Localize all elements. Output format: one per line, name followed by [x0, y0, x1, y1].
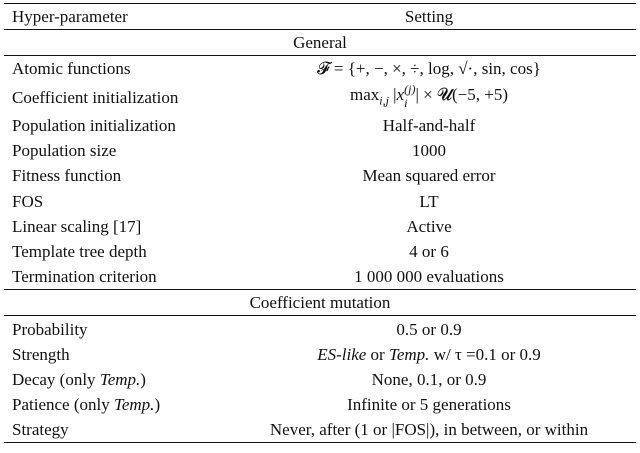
table-row [4, 56, 636, 82]
param-fos: FOS [12, 191, 44, 211]
temp-text: Temp. [388, 344, 430, 364]
param-atomic-functions: Atomic functions [4, 56, 222, 82]
setting-probability: 0.5 or 0.9 [222, 316, 636, 342]
header-setting: Setting [222, 4, 636, 30]
tau-text: w/ τ =0.1 or 0.9 [429, 344, 541, 364]
patience-close: ) [154, 395, 161, 415]
table-row [4, 189, 636, 214]
setting-patience: Infinite or 5 generations [347, 395, 511, 415]
x-superscript: (j) [404, 81, 416, 96]
table-row [4, 367, 636, 392]
or-text: or [366, 344, 389, 364]
max-subscript: i,j [379, 92, 389, 107]
table-row [4, 163, 636, 188]
es-like-text: ES-like [317, 344, 367, 364]
param-strength: Strength [12, 344, 70, 364]
section-title-general: General [4, 30, 636, 56]
param-probability: Probability [4, 316, 222, 342]
setting-population-size: 1000 [412, 141, 446, 161]
table-row [4, 316, 636, 342]
setting-template-tree-depth: 4 or 6 [409, 241, 449, 261]
table-row [4, 342, 636, 367]
max-operator: max [349, 84, 380, 104]
section-title-coefficient-mutation: Coefficient mutation [4, 290, 636, 316]
table-row [4, 214, 636, 239]
param-population-initialization: Population initialization [12, 116, 176, 136]
table-header-row [4, 4, 636, 30]
hyperparameter-table [4, 3, 636, 443]
decay-temp: Temp. [99, 369, 141, 389]
setting-coefficient-initialization: $\max_{i,j} |x$ (j) i | × 𝓤(−5, +5) [349, 81, 509, 110]
decay-close: ) [140, 369, 146, 389]
setting-fos: LT [419, 191, 439, 211]
param-strategy: Strategy [4, 417, 222, 443]
table-row [4, 113, 636, 138]
setting-linear-scaling: Active [406, 216, 452, 236]
uniform-distribution: | × 𝓤(−5, +5) [415, 84, 509, 104]
param-linear-scaling: Linear scaling [17] [12, 216, 142, 236]
table-row [4, 82, 636, 113]
param-template-tree-depth: Template tree depth [12, 241, 147, 261]
section-general-row [4, 30, 636, 56]
setting-strategy: Never, after (1 or |FOS|), in between, or within [222, 417, 636, 443]
param-termination-criterion: Termination criterion [12, 267, 157, 287]
section-coefficient-mutation-row [4, 290, 636, 316]
header-hyper-parameter: Hyper-parameter [4, 4, 222, 30]
x-variable: x [396, 84, 405, 104]
decay-label: Decay (only [12, 369, 100, 389]
table-row [4, 239, 636, 264]
table-row [4, 138, 636, 163]
setting-decay: None, 0.1, or 0.9 [371, 369, 487, 389]
param-decay [4, 367, 222, 392]
table-row [4, 417, 636, 443]
setting-atomic-functions: 𝓕 = {+, −, ×, ÷, log, √·, sin, cos} [222, 56, 636, 82]
param-population-size: Population size [12, 141, 117, 161]
patience-temp: Temp. [113, 395, 155, 415]
setting-population-initialization: Half-and-half [382, 116, 476, 136]
setting-fitness-function: Mean squared error [362, 166, 496, 186]
table-row [4, 392, 636, 417]
setting-termination-criterion: 1 000 000 evaluations [354, 267, 504, 287]
patience-label: Patience (only [12, 395, 114, 415]
param-coefficient-initialization: Coefficient initialization [12, 87, 179, 107]
table-row [4, 264, 636, 290]
param-fitness-function: Fitness function [12, 166, 122, 186]
param-patience [4, 392, 222, 417]
setting-strength [222, 342, 636, 367]
x-subscript: i [404, 95, 408, 110]
